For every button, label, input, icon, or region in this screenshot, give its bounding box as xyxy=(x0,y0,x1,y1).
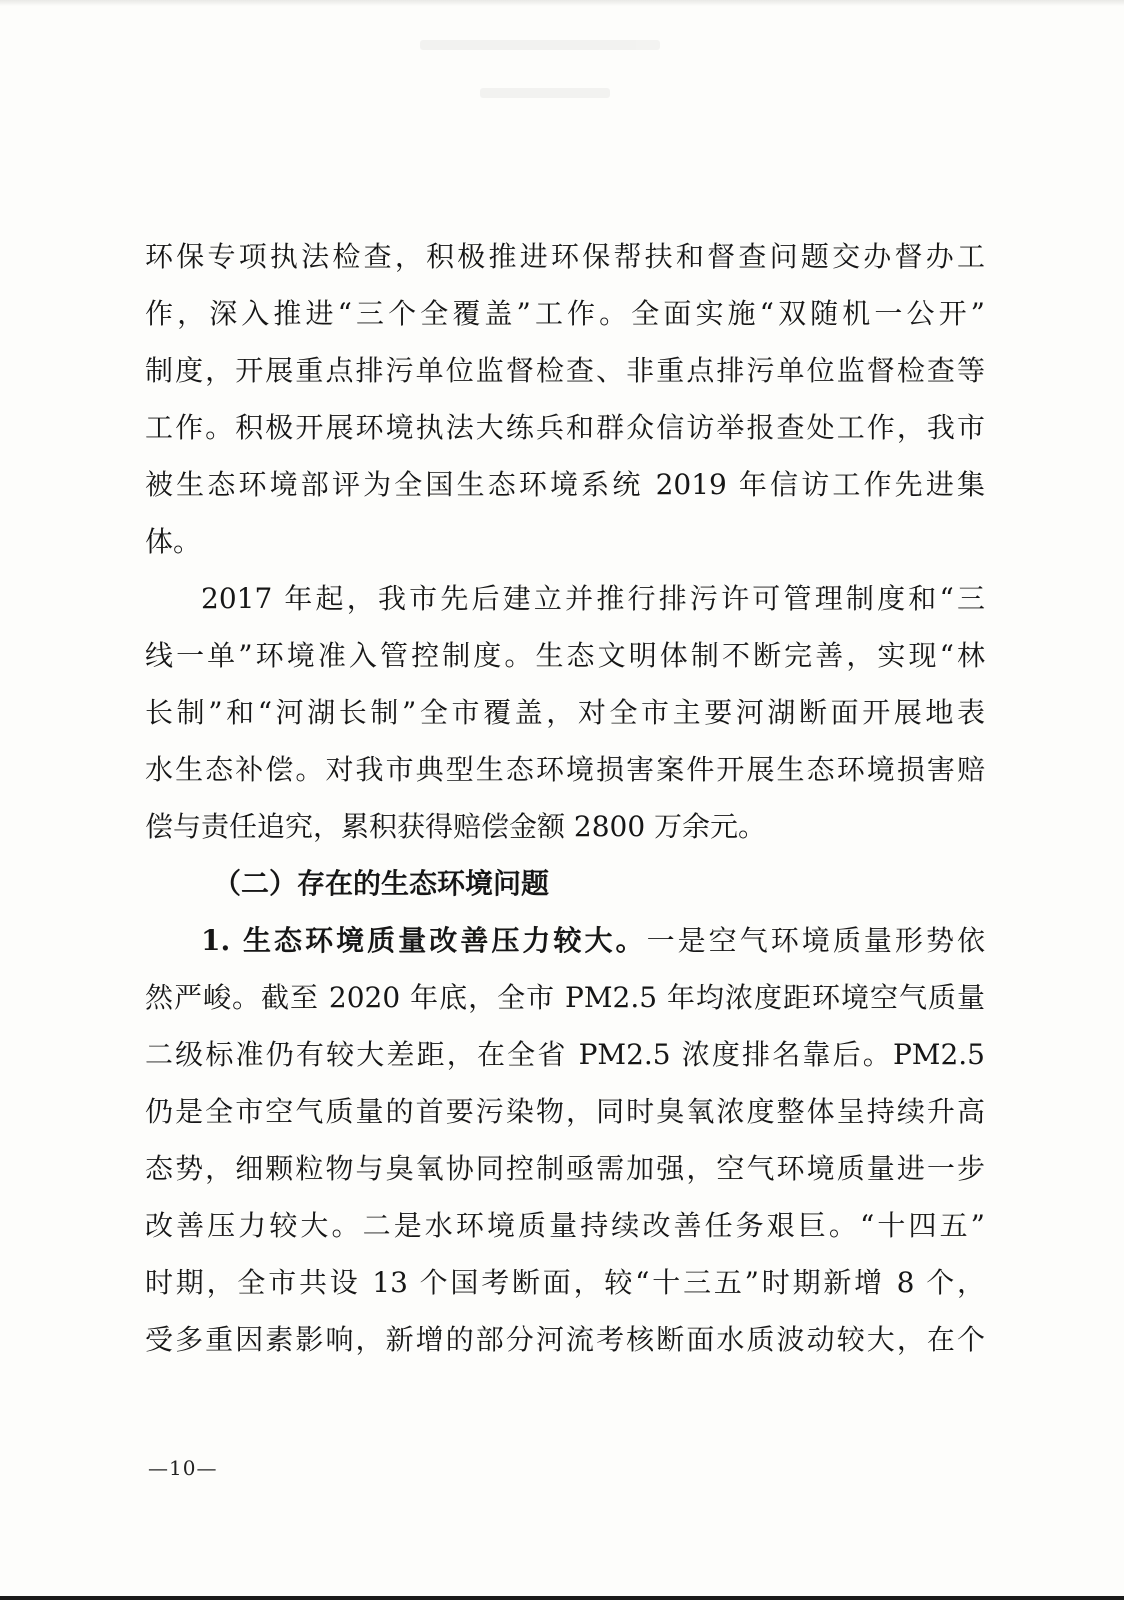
page-number: —10— xyxy=(148,1456,218,1480)
section-heading: （二）存在的生态环境问题 xyxy=(213,867,550,900)
text-line: 仍是全市空气质量的首要污染物，同时臭氧浓度整体呈持续升高 xyxy=(145,1095,985,1128)
text-line: 长制”和“河湖长制”全市覆盖，对全市主要河湖断面开展地表 xyxy=(145,696,985,729)
text-line: 偿与责任追究，累积获得赔偿金额 2800 万余元。 xyxy=(145,810,767,843)
text-line: 改善压力较大。二是水环境质量持续改善任务艰巨。“十四五” xyxy=(145,1209,985,1242)
text-line: 态势，细颗粒物与臭氧协同控制亟需加强，空气环境质量进一步 xyxy=(145,1152,985,1185)
text-line: 制度，开展重点排污单位监督检查、非重点排污单位监督检查等 xyxy=(145,354,985,387)
text-line: 线一单”环境准入管控制度。生态文明体制不断完善，实现“林 xyxy=(145,639,985,672)
show-through-ink xyxy=(0,0,1124,140)
text-line: 环保专项执法检查，积极推进环保帮扶和督查问题交办督办工 xyxy=(145,240,985,273)
text-line: 二级标准仍有较大差距，在全省 PM2.5 浓度排名靠后。PM2.5 xyxy=(145,1038,985,1071)
text-line: 时期，全市共设 13 个国考断面，较“十三五”时期新增 8 个， xyxy=(145,1266,985,1299)
text-line: 然严峻。截至 2020 年底，全市 PM2.5 年均浓度距环境空气质量 xyxy=(145,981,985,1014)
text-line: 被生态环境部评为全国生态环境系统 2019 年信访工作先进集 xyxy=(145,468,985,501)
item-lead: 1. 生态环境质量改善压力较大。 xyxy=(201,924,647,957)
scan-edge-bottom xyxy=(0,1596,1124,1600)
text-line: 2017 年起，我市先后建立并推行排污许可管理制度和“三 xyxy=(201,582,985,615)
text-line: 受多重因素影响，新增的部分河流考核断面水质波动较大，在个 xyxy=(145,1323,985,1356)
text-line xyxy=(145,912,985,969)
text-line: 体。 xyxy=(145,525,202,558)
text-line: 工作。积极开展环境执法大练兵和群众信访举报查处工作，我市 xyxy=(145,411,985,444)
text-line: 作，深入推进“三个全覆盖”工作。全面实施“双随机一公开” xyxy=(145,297,985,330)
body-text xyxy=(145,228,985,1368)
text-line: 水生态补偿。对我市典型生态环境损害案件开展生态环境损害赔 xyxy=(145,753,985,786)
item-lead-rest: 一是空气环境质量形势依 xyxy=(646,924,985,957)
